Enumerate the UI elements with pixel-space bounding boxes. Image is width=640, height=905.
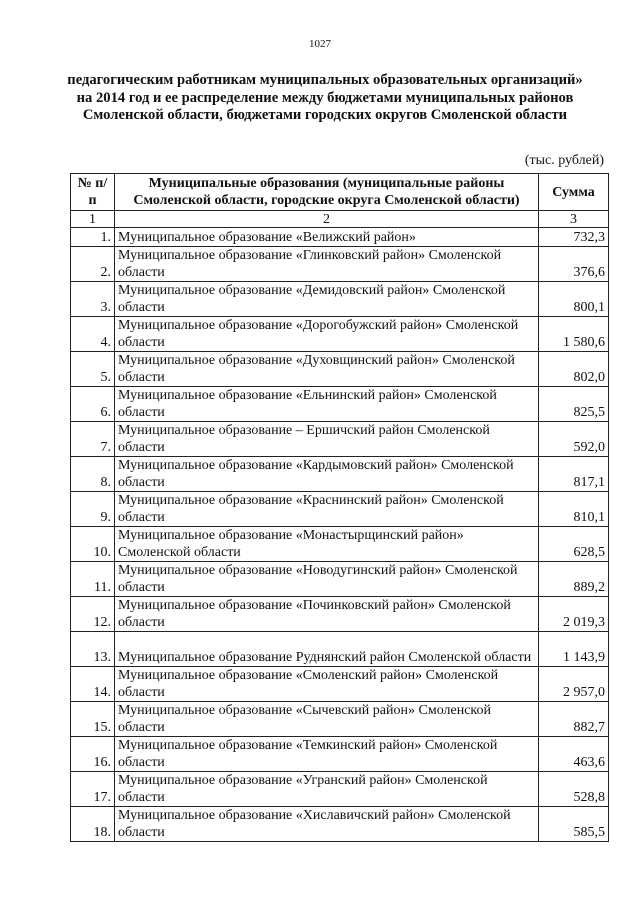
row-sum: 1 580,6	[539, 317, 609, 352]
table-row	[71, 422, 609, 457]
header-num-text: № п/п	[77, 176, 108, 208]
row-number: 18.	[71, 807, 115, 842]
table-header-row	[71, 174, 609, 211]
table-row	[71, 772, 609, 807]
row-number: 5.	[71, 352, 115, 387]
row-municipality-name: Муниципальное образование «Новодугинский район» Смоленской области	[115, 562, 539, 597]
table-row	[71, 228, 609, 247]
table-row	[71, 737, 609, 772]
row-number: 2.	[71, 247, 115, 282]
table-row	[71, 317, 609, 352]
row-municipality-name: Муниципальное образование «Починковский район» Смоленской области	[115, 597, 539, 632]
row-sum: 802,0	[539, 352, 609, 387]
table-row	[71, 632, 609, 667]
row-municipality-name: Муниципальное образование – Ершичский район Смоленской области	[115, 422, 539, 457]
row-sum: 800,1	[539, 282, 609, 317]
row-number: 10.	[71, 527, 115, 562]
table-row	[71, 457, 609, 492]
table-row	[71, 492, 609, 527]
row-municipality-name: Муниципальное образование «Монастырщинский район» Смоленской области	[115, 527, 539, 562]
row-sum: 889,2	[539, 562, 609, 597]
table-row	[71, 282, 609, 317]
row-number: 8.	[71, 457, 115, 492]
table-row	[71, 387, 609, 422]
row-number: 17.	[71, 772, 115, 807]
row-sum: 376,6	[539, 247, 609, 282]
row-number: 9.	[71, 492, 115, 527]
row-sum: 825,5	[539, 387, 609, 422]
table-body	[71, 228, 609, 842]
table-row	[71, 562, 609, 597]
table-row	[71, 527, 609, 562]
row-municipality-name: Муниципальное образование «Велижский район»	[115, 228, 539, 247]
row-number: 11.	[71, 562, 115, 597]
row-number: 14.	[71, 667, 115, 702]
row-municipality-name: Муниципальное образование «Краснинский район» Смоленской области	[115, 492, 539, 527]
row-sum: 528,8	[539, 772, 609, 807]
row-number: 15.	[71, 702, 115, 737]
table-row	[71, 667, 609, 702]
row-sum: 2 957,0	[539, 667, 609, 702]
table-row	[71, 352, 609, 387]
row-sum: 817,1	[539, 457, 609, 492]
row-sum: 628,5	[539, 527, 609, 562]
column-number: 1	[71, 211, 115, 228]
row-number: 3.	[71, 282, 115, 317]
table-row	[71, 702, 609, 737]
row-municipality-name: Муниципальное образование «Духовщинский район» Смоленской области	[115, 352, 539, 387]
row-number: 4.	[71, 317, 115, 352]
row-number: 7.	[71, 422, 115, 457]
document-title: педагогическим работникам муниципальных образовательных организаций» на 2014 год и ее распределение между бюджетами муниципальных районов Смоленской области, бюджетами городских округов Смоленской области	[67, 72, 583, 123]
row-sum: 592,0	[539, 422, 609, 457]
row-sum: 585,5	[539, 807, 609, 842]
allocation-table	[70, 173, 609, 842]
column-number-row	[71, 211, 609, 228]
row-sum: 882,7	[539, 702, 609, 737]
row-municipality-name: Муниципальное образование «Демидовский район» Смоленской области	[115, 282, 539, 317]
table-row	[71, 597, 609, 632]
row-municipality-name: Муниципальное образование «Смоленский район» Смоленской области	[115, 667, 539, 702]
row-sum: 810,1	[539, 492, 609, 527]
row-municipality-name: Муниципальное образование «Сычевский район» Смоленской области	[115, 702, 539, 737]
row-municipality-name: Муниципальное образование «Ельнинский район» Смоленской области	[115, 387, 539, 422]
row-municipality-name: Муниципальное образование «Угранский район» Смоленской области	[115, 772, 539, 807]
row-sum: 1 143,9	[539, 632, 609, 667]
row-number: 12.	[71, 597, 115, 632]
header-num	[71, 174, 115, 211]
row-municipality-name: Муниципальное образование «Хиславичский район» Смоленской области	[115, 807, 539, 842]
row-number: 1.	[71, 228, 115, 247]
header-sum: Сумма	[539, 174, 609, 211]
table-row	[71, 807, 609, 842]
header-name	[115, 174, 539, 211]
row-sum: 463,6	[539, 737, 609, 772]
row-sum: 732,3	[539, 228, 609, 247]
row-sum: 2 019,3	[539, 597, 609, 632]
row-municipality-name: Муниципальное образование «Темкинский район» Смоленской области	[115, 737, 539, 772]
header-name-text: Муниципальные образования (муниципальные районы Смоленской области, городские округа Смоленской области)	[133, 176, 520, 208]
units-label: (тыс. рублей)	[524, 153, 604, 168]
table-row	[71, 247, 609, 282]
row-municipality-name: Муниципальное образование «Кардымовский район» Смоленской области	[115, 457, 539, 492]
row-municipality-name: Муниципальное образование «Глинковский район» Смоленской области	[115, 247, 539, 282]
column-number: 2	[115, 211, 539, 228]
column-number: 3	[539, 211, 609, 228]
row-number: 13.	[71, 632, 115, 667]
row-number: 16.	[71, 737, 115, 772]
page-number: 1027	[309, 38, 331, 50]
row-municipality-name: Муниципальное образование Руднянский район Смоленской области	[115, 632, 539, 667]
row-municipality-name: Муниципальное образование «Дорогобужский район» Смоленской области	[115, 317, 539, 352]
row-number: 6.	[71, 387, 115, 422]
